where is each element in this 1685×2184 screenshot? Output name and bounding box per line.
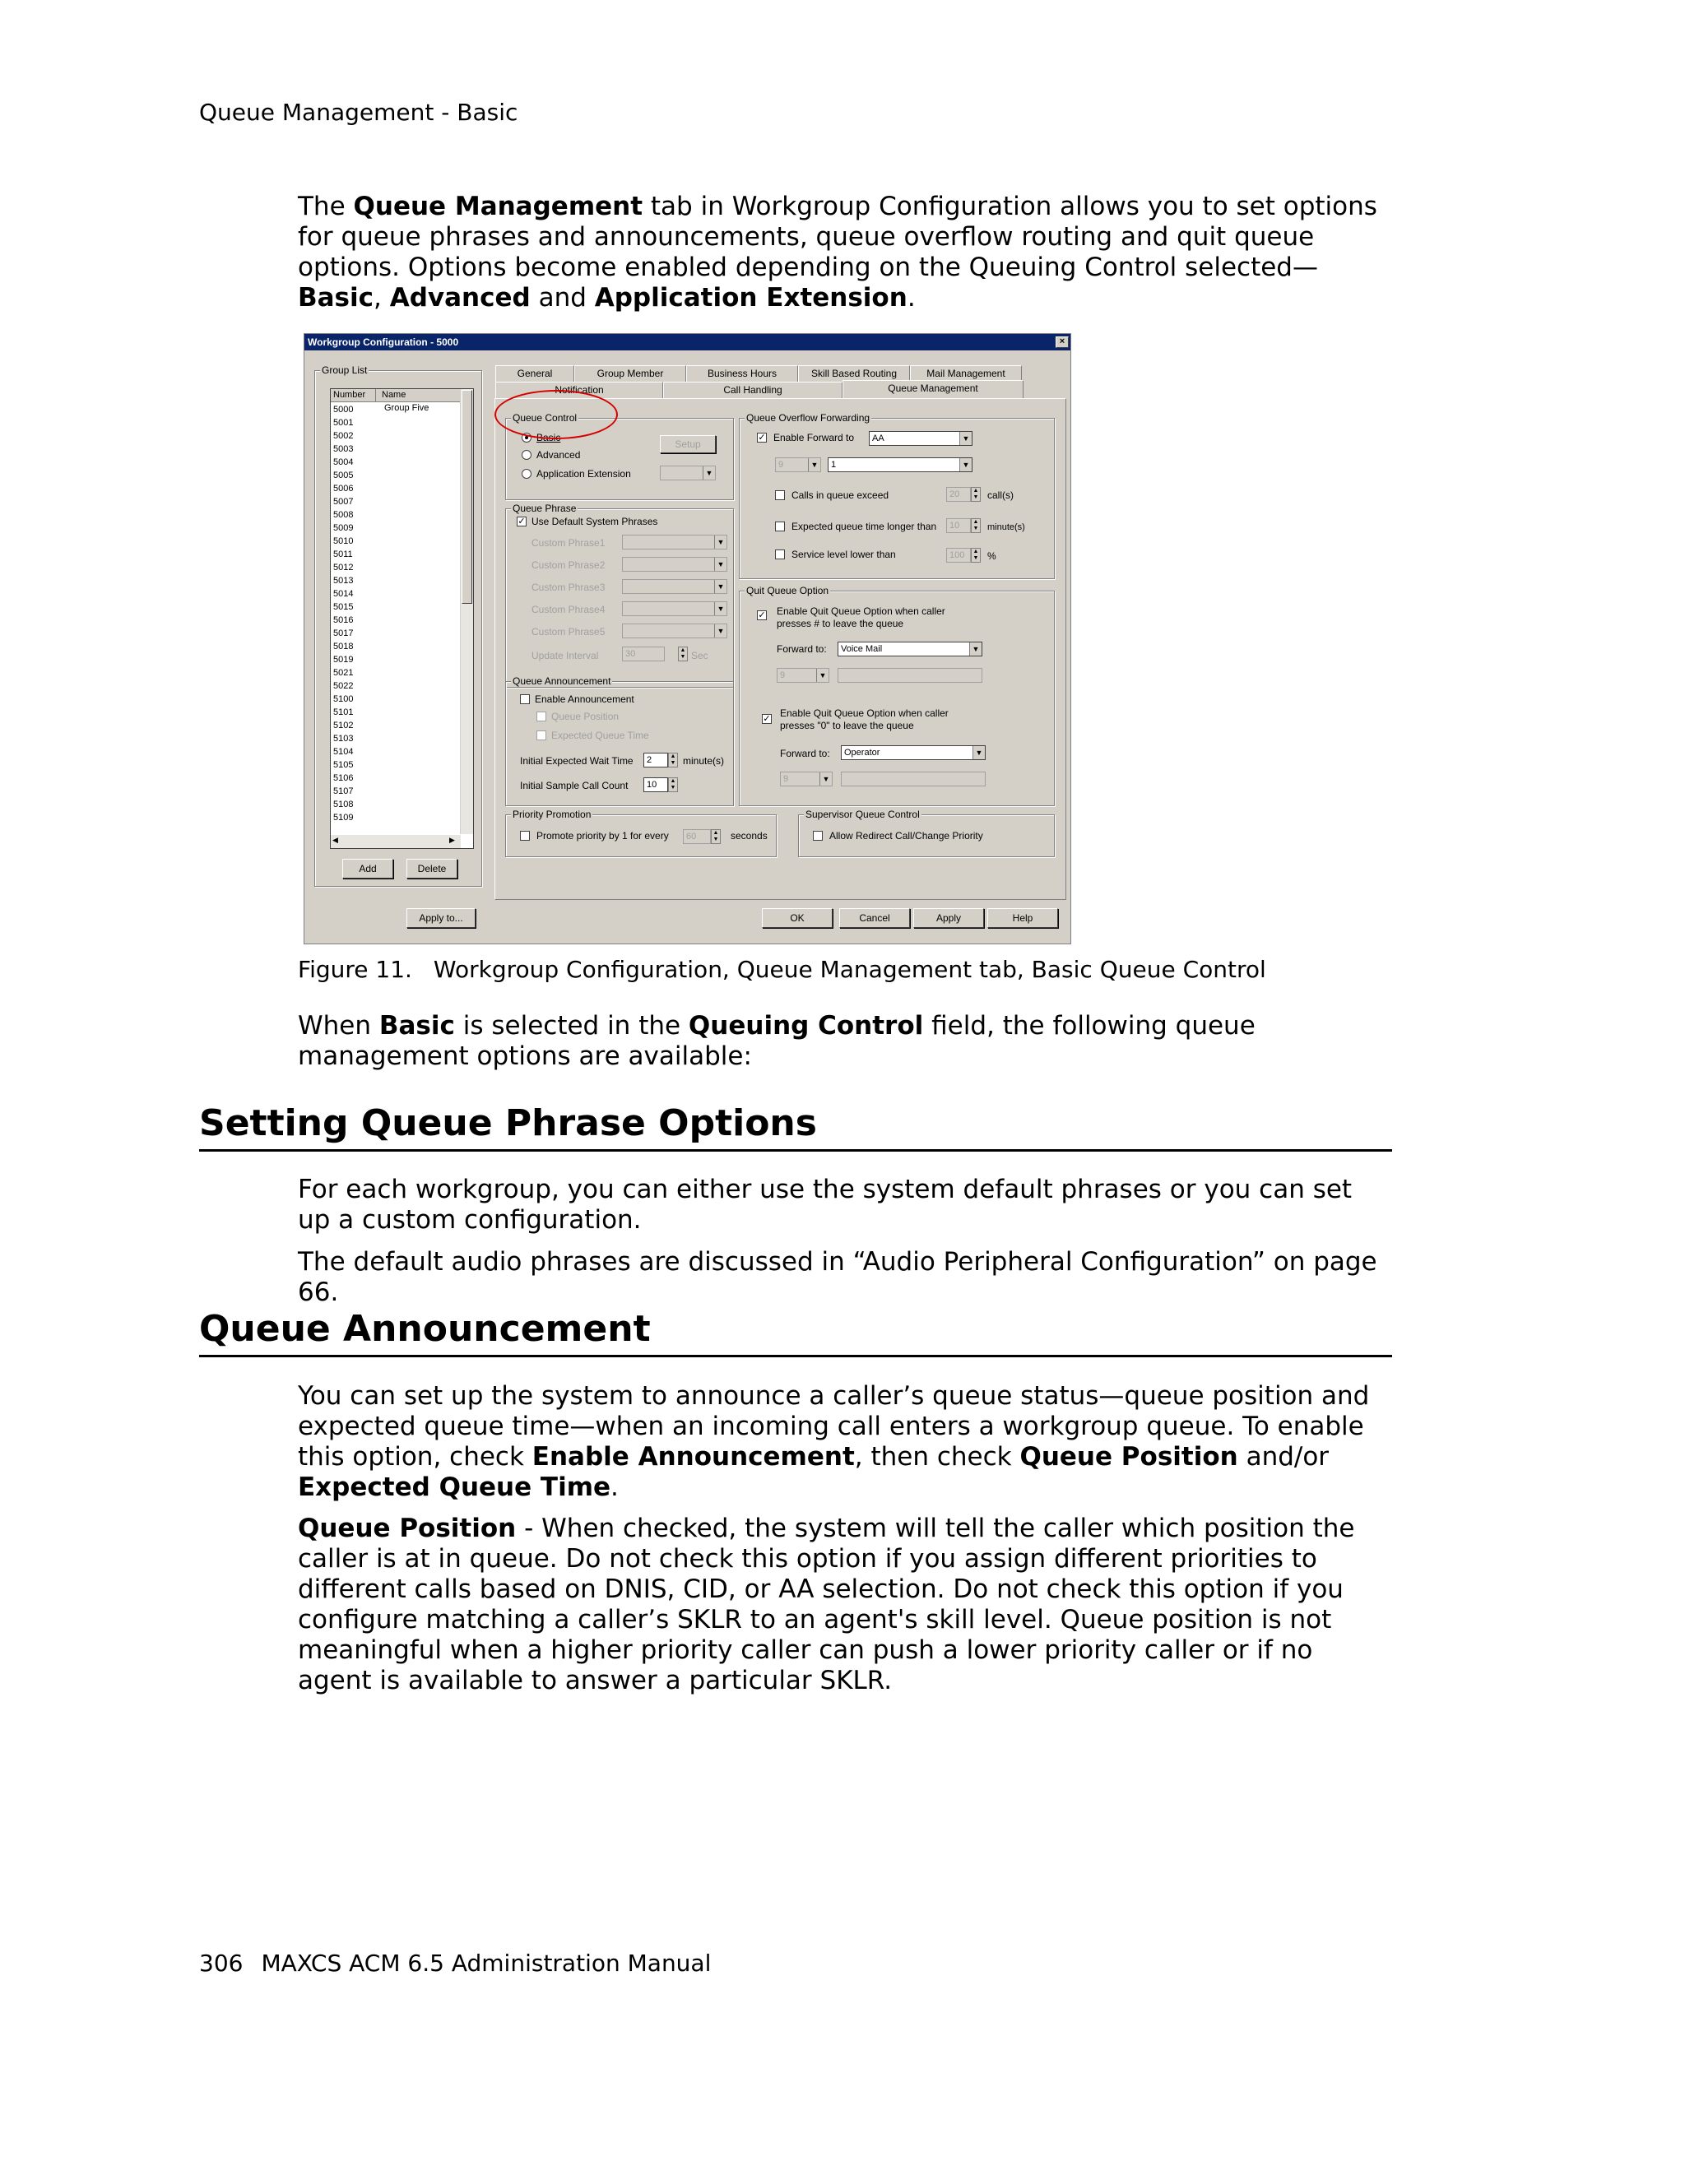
quit-hash-sub-combo[interactable]: 9 ▼ — [777, 668, 829, 683]
wait-time-label: Initial Expected Wait Time — [520, 755, 634, 767]
quit-queue-group: Quit Queue Option — [739, 591, 1055, 806]
time-longer-checkbox[interactable] — [775, 522, 785, 531]
time-longer-input[interactable]: 10 — [946, 518, 971, 533]
quit-hash-checkbox[interactable]: ✓ — [758, 610, 766, 620]
figure-caption: Figure 11. Workgroup Configuration, Queue Management tab, Basic Queue Control — [298, 956, 1266, 983]
quit-zero-label-1: Enable Quit Queue Option when caller — [780, 707, 949, 719]
group-row[interactable]: 5014 — [333, 589, 354, 599]
list-header — [331, 389, 461, 402]
update-interval-input[interactable]: 30 — [622, 647, 665, 661]
group-row[interactable]: 5004 — [333, 457, 354, 467]
tab-business-hours[interactable]: Business Hours — [686, 365, 798, 382]
group-rows[interactable] — [333, 403, 353, 824]
custom-phrase2-label: Custom Phrase2 — [531, 559, 606, 571]
enable-forward-checkbox[interactable]: ✓ — [758, 433, 766, 443]
group-row[interactable]: 5100 — [333, 694, 354, 704]
calls-unit-label: call(s) — [987, 489, 1014, 501]
time-longer-spin[interactable]: ▲ ▼ — [971, 518, 981, 533]
calls-exceed-spin[interactable]: ▲ ▼ — [971, 487, 981, 502]
custom-phrase4-combo[interactable]: ▼ — [622, 601, 727, 616]
tab-notification[interactable]: Notification — [495, 382, 663, 398]
quit-zero-checkbox[interactable]: ✓ — [763, 714, 771, 724]
group-row[interactable]: 5107 — [333, 786, 354, 796]
quit-hash-label-1: Enable Quit Queue Option when caller — [777, 605, 945, 617]
custom-phrase1-label: Custom Phrase1 — [531, 537, 606, 549]
default-phrases-checkbox[interactable]: ✓ — [518, 517, 526, 526]
quit-zero-target-combo[interactable]: Operator ▼ — [841, 745, 986, 760]
custom-phrase1-combo[interactable]: ▼ — [622, 535, 727, 549]
custom-phrase2-combo[interactable]: ▼ — [622, 557, 727, 572]
group-row[interactable]: 5007 — [333, 497, 354, 507]
update-interval-spin[interactable]: ▲ ▼ — [678, 647, 688, 661]
quit-hash-label-2: presses # to leave the queue — [777, 618, 904, 629]
custom-phrase3-label: Custom Phrase3 — [531, 582, 606, 593]
app-extension-label: Application Extension — [536, 468, 631, 480]
sample-count-input[interactable]: 10 — [643, 777, 668, 792]
quit-zero-forward-label: Forward to: — [780, 748, 830, 759]
sec-label: Sec — [691, 650, 708, 661]
expected-time-label: Expected Queue Time — [551, 730, 649, 741]
group-row[interactable]: 5106 — [333, 773, 354, 783]
page-footer: 306 MAXCS ACM 6.5 Administration Manual — [199, 1950, 712, 1977]
horizontal-scrollbar[interactable] — [331, 835, 461, 848]
phrase-paragraph: For each workgroup, you can either use the system default phrases or you can set up a custom configuration. — [298, 1175, 1353, 1235]
announcement-paragraph: You can set up the system to announce a caller’s queue status—queue position and expected queue time—when an incoming call enters a workgroup queue. To enable this option, check Enable Announcement, then check Queue Position and/or Expected Queue Time. — [298, 1381, 1370, 1502]
service-unit-label: % — [987, 550, 996, 562]
dialog-title: Workgroup Configuration - 5000 × — [304, 334, 1071, 350]
highlight-circle — [494, 390, 618, 439]
queue-control-group: Queue Control — [505, 418, 734, 500]
vertical-scrollbar[interactable] — [460, 389, 473, 834]
promote-spin[interactable]: ▲ ▼ — [711, 829, 721, 844]
supervisor-group: Supervisor Queue Control — [798, 814, 1055, 857]
help-button[interactable]: Help — [987, 908, 1058, 928]
tab-call-handling[interactable]: Call Handling — [663, 382, 842, 398]
setup-button[interactable]: Setup — [660, 435, 716, 453]
add-button[interactable]: Add — [342, 859, 393, 879]
calls-exceed-checkbox[interactable] — [775, 490, 785, 500]
queue-position-label: Queue Position — [551, 711, 620, 722]
tab-general[interactable]: General — [495, 365, 574, 382]
quit-hash-target-combo[interactable]: Voice Mail ▼ — [838, 642, 982, 656]
tab-mail-management[interactable]: Mail Management — [910, 365, 1022, 382]
basic-label: Basic — [536, 432, 561, 443]
queue-announcement-group: Queue Announcement — [505, 681, 734, 806]
group-row[interactable]: 5012 — [333, 563, 354, 573]
wait-time-input[interactable]: 2 — [643, 753, 668, 767]
custom-phrase4-label: Custom Phrase4 — [531, 604, 606, 615]
advanced-label: Advanced — [536, 449, 581, 461]
enable-announcement-label: Enable Announcement — [535, 693, 634, 705]
basic-options-paragraph: When Basic is selected in the Queuing Control field, the following queue management options are available: — [298, 1011, 1256, 1071]
column-number[interactable]: Number — [333, 389, 376, 401]
group-row[interactable]: 5021 — [333, 668, 354, 678]
forward-target-combo[interactable]: 1 ▼ — [828, 457, 972, 472]
ok-button[interactable]: OK — [762, 908, 833, 928]
app-extension-radio[interactable] — [522, 469, 531, 479]
tab-queue-management[interactable]: Queue Management — [842, 380, 1024, 398]
group-row[interactable]: 5101 — [333, 707, 354, 717]
time-unit-label: minute(s) — [987, 522, 1025, 532]
tab-group-member[interactable]: Group Member — [574, 365, 686, 382]
delete-button[interactable]: Delete — [406, 859, 457, 879]
group-row[interactable]: 5017 — [333, 628, 354, 638]
heading-queue-phrase: Setting Queue Phrase Options — [199, 1102, 1392, 1152]
allow-redirect-checkbox[interactable] — [813, 831, 823, 841]
forward-sub-combo[interactable]: 9 ▼ — [775, 457, 821, 472]
sample-count-spin[interactable]: ▲ ▼ — [668, 777, 678, 792]
priority-group: Priority Promotion — [505, 814, 777, 857]
apply-to-button[interactable]: Apply to... — [406, 908, 476, 928]
enable-announcement-checkbox[interactable] — [520, 694, 530, 704]
group-row[interactable]: 5005 — [333, 471, 354, 480]
group-row[interactable]: 5008 — [333, 510, 354, 520]
group-row[interactable]: 5016 — [333, 615, 354, 625]
running-header: Queue Management - Basic — [199, 99, 518, 126]
queue-position-checkbox[interactable] — [536, 712, 546, 721]
advanced-radio[interactable] — [522, 450, 531, 460]
group-row[interactable]: 5102 — [333, 721, 354, 730]
service-level-spin[interactable]: ▲ ▼ — [971, 548, 981, 563]
close-icon[interactable]: × — [1056, 336, 1069, 348]
forward-type-combo[interactable]: AA ▼ — [869, 431, 972, 446]
cancel-button[interactable]: Cancel — [839, 908, 910, 928]
group-row[interactable]: 5108 — [333, 800, 354, 809]
group-row[interactable]: 5011 — [333, 549, 353, 559]
column-name[interactable]: Name — [382, 390, 406, 400]
group-row[interactable]: 5019 — [333, 655, 354, 665]
selected-group-name: Group Five — [384, 403, 429, 413]
group-row[interactable]: 5002 — [333, 431, 354, 441]
group-row[interactable]: 5105 — [333, 760, 354, 770]
custom-phrase3-combo[interactable]: ▼ — [622, 579, 727, 594]
sample-count-label: Initial Sample Call Count — [520, 780, 629, 791]
group-row[interactable]: 5022 — [333, 681, 354, 691]
scroll-left-icon[interactable]: ◀ — [332, 836, 338, 844]
app-extension-combo[interactable]: ▼ — [660, 466, 716, 480]
service-level-input[interactable]: 100 — [946, 548, 971, 563]
quit-zero-extra-input[interactable] — [841, 772, 986, 786]
wait-unit-label: minute(s) — [683, 755, 725, 767]
group-row[interactable]: 5018 — [333, 642, 354, 651]
group-row[interactable]: 5003 — [333, 444, 354, 454]
promote-unit-label: seconds — [731, 830, 768, 842]
group-row[interactable]: 5013 — [333, 576, 354, 586]
group-row[interactable]: 5109 — [333, 813, 354, 823]
quit-hash-forward-label: Forward to: — [777, 643, 827, 655]
enable-forward-label: Enable Forward to — [773, 432, 855, 443]
group-row[interactable]: 5015 — [333, 602, 354, 612]
group-listbox[interactable] — [330, 388, 474, 849]
intro-paragraph: The Queue Management tab in Workgroup Configuration allows you to set options for queue phrases and announcements, queue overflow routing and quit queue options. Options become enabled depending on the Queuing Control selected—Basic, Advanced and Application Extension. — [298, 192, 1377, 313]
quit-zero-sub-combo[interactable]: 9 ▼ — [780, 772, 833, 786]
promote-checkbox[interactable] — [520, 831, 530, 841]
quit-hash-extra-input[interactable] — [838, 668, 982, 683]
wait-time-spin[interactable]: ▲ ▼ — [668, 753, 678, 767]
allow-redirect-label: Allow Redirect Call/Change Priority — [829, 830, 983, 842]
default-phrases-label: Use Default System Phrases — [531, 516, 658, 527]
group-row[interactable]: 5000 — [333, 405, 354, 415]
heading-queue-announcement: Queue Announcement — [199, 1308, 1392, 1357]
group-row[interactable]: 5010 — [333, 536, 354, 546]
promote-label: Promote priority by 1 for every — [536, 830, 669, 842]
queue-phrase-group: Queue Phrase — [505, 508, 734, 688]
group-row[interactable]: 5104 — [333, 747, 354, 757]
update-interval-label: Update Interval — [531, 650, 599, 661]
service-level-checkbox[interactable] — [775, 549, 785, 559]
quit-zero-label-2: presses "0" to leave the queue — [780, 720, 914, 731]
expected-time-checkbox[interactable] — [536, 730, 546, 740]
tab-skill-routing[interactable]: Skill Based Routing — [798, 365, 910, 382]
group-row[interactable]: 5006 — [333, 484, 354, 494]
custom-phrase5-label: Custom Phrase5 — [531, 626, 606, 638]
workgroup-config-screenshot — [304, 333, 1071, 944]
calls-exceed-label: Calls in queue exceed — [791, 489, 889, 501]
queue-position-paragraph: Queue Position - When checked, the system will tell the caller which position the caller is at in queue. Do not check this option if you assign different priorities to different calls based on DNIS, CID, or AA selection. Do not check this option if you configure matching a caller’s SKLR to an agent's skill level. Queue position is not meaningful when a higher priority caller can push a lower priority caller or if no agent is available to answer a particular SKLR. — [298, 1514, 1355, 1695]
overflow-group: Queue Overflow Forwarding — [739, 418, 1055, 579]
group-row[interactable]: 5103 — [333, 734, 354, 744]
group-row[interactable]: 5009 — [333, 523, 354, 533]
group-list-box: Group List — [314, 370, 482, 887]
apply-button[interactable]: Apply — [913, 908, 984, 928]
promote-input[interactable]: 60 — [683, 829, 711, 844]
custom-phrase5-combo[interactable]: ▼ — [622, 624, 727, 638]
phrase-reference-paragraph: The default audio phrases are discussed in “Audio Peripheral Configuration” on page 66. — [298, 1247, 1377, 1307]
group-row[interactable]: 5001 — [333, 418, 354, 428]
scroll-right-icon[interactable]: ▶ — [449, 836, 455, 844]
time-longer-label: Expected queue time longer than — [791, 521, 937, 532]
calls-exceed-input[interactable]: 20 — [946, 487, 971, 502]
service-level-label: Service level lower than — [791, 549, 896, 560]
